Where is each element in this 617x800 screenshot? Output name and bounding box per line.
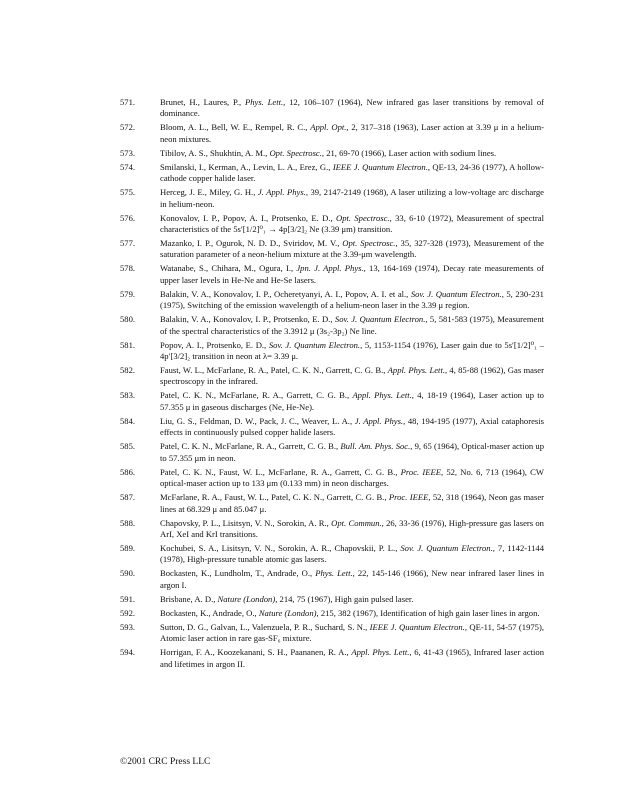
reference-authors: Faust, W. L., McFarlane, R. A., Patel, C. K. N., Garrett, C. G. B., bbox=[160, 365, 388, 376]
reference-number: 593. bbox=[120, 621, 136, 632]
reference-number: 589. bbox=[120, 542, 136, 553]
reference-entry bbox=[120, 622, 544, 645]
reference-text bbox=[160, 492, 544, 513]
reference-journal: Appl. Phys. Lett. bbox=[351, 647, 410, 658]
reference-text bbox=[160, 608, 540, 618]
reference-journal: J. Appl. Phys. bbox=[354, 415, 404, 426]
reference-text bbox=[160, 467, 544, 488]
reference-details: , 21, 69-70 (1966), Laser action with sodium lines. bbox=[321, 147, 497, 158]
reference-entry bbox=[120, 238, 544, 261]
reference-number: 580. bbox=[120, 314, 136, 325]
reference-number: 588. bbox=[120, 517, 136, 528]
reference-text bbox=[160, 622, 544, 643]
reference-details: , 4, 85-88 (1962), Gas maser spectroscopy in the infrared. bbox=[160, 365, 544, 387]
reference-details: , 35, 327-328 (1973), Measurement of the saturation parameter of a neon-helium mixture at the 3.39-μm wavelength. bbox=[160, 238, 544, 260]
reference-authors: Bloom, A. L., Bell, W. E., Rempel, R. C., bbox=[160, 122, 311, 133]
reference-text bbox=[160, 365, 544, 386]
reference-details: , 52, 318 (1964), Neon gas maser lines at 68.329 μ and 85.047 μ. bbox=[160, 492, 544, 514]
reference-entry bbox=[120, 314, 544, 337]
reference-journal: Opt. Spectrosc. bbox=[335, 212, 390, 223]
reference-text bbox=[160, 314, 544, 335]
reference-number: 575. bbox=[120, 187, 136, 198]
reference-details: , 215, 382 (1967), Identification of high gain laser lines in argon. bbox=[316, 607, 540, 618]
reference-number: 585. bbox=[120, 441, 136, 452]
reference-number: 582. bbox=[120, 365, 136, 376]
reference-authors: Balakin, V. A., Konovalov, I. P., Protsenko, E. D., bbox=[160, 314, 335, 325]
reference-journal: Opt. Spectrosc. bbox=[342, 238, 396, 249]
reference-authors: Kochubei, S. A., Lisitsyn, V. N., Sorokin, A. R., Chapovskii, P. L., bbox=[160, 542, 401, 553]
reference-details: , 13, 164-169 (1974), Decay rate measurements of upper laser levels in He-Ne and He-Se lasers. bbox=[160, 263, 544, 285]
reference-text bbox=[160, 238, 544, 259]
reference-entry bbox=[120, 263, 544, 286]
reference-authors: Herceg, J. E., Miley, G. H., bbox=[160, 187, 258, 198]
reference-number: 586. bbox=[120, 466, 136, 477]
reference-entry bbox=[120, 594, 544, 605]
reference-entry bbox=[120, 441, 544, 464]
reference-details: , 12, 106–107 (1964), New infrared gas laser transitions by removal of dominance. bbox=[160, 97, 544, 119]
reference-authors: Patel, C. K. N., McFarlane, R. A., Garrett, C. G. B., bbox=[160, 441, 341, 452]
reference-authors: Smilanski, I., Kerman, A., Levin, L. A., Erez, G., bbox=[160, 161, 333, 172]
reference-entry bbox=[120, 608, 544, 619]
reference-entry bbox=[120, 518, 544, 541]
reference-details: , 5, 581-583 (1975), Measurement of the spectral characteristics of the 3.3912 μ (3s₂-3p₂) Ne line. bbox=[160, 314, 545, 336]
reference-authors: Brunet, H., Laures, P., bbox=[160, 97, 245, 107]
reference-journal: Phys. Lett. bbox=[244, 97, 284, 107]
reference-details: , 2, 317–318 (1963), Laser action at 3.39 μ in a helium-neon mixtures. bbox=[160, 122, 544, 144]
reference-authors: Horrigan, F. A., Koozekanani, S. H., Paananen, R. A., bbox=[160, 647, 352, 658]
reference-entry bbox=[120, 213, 544, 236]
reference-authors: Liu, G. S., Feldman, D. W., Pack, J. C., Weaver, L. A., bbox=[160, 415, 355, 426]
reference-entry bbox=[120, 467, 544, 490]
reference-details: , 22, 145-146 (1966), New near infrared laser lines in argon I. bbox=[160, 568, 544, 590]
reference-journal: Sov. J. Quantum Electron. bbox=[410, 288, 502, 299]
reference-text bbox=[160, 97, 544, 118]
reference-authors: Mazanko, I. P., Ogurok, N. D. D., Sviridov, M. V., bbox=[160, 238, 343, 249]
reference-entry bbox=[120, 122, 544, 145]
reference-journal: Appl. Phys. Lett. bbox=[387, 365, 445, 376]
reference-details: , 5, 230-231 (1975), Switching of the emission wavelength of a helium-neon laser in the 3.39 μ region. bbox=[160, 288, 544, 311]
reference-number: 578. bbox=[120, 263, 136, 274]
reference-number: 573. bbox=[120, 147, 136, 158]
reference-details: , 33, 6-10 (1972), Measurement of spectral characteristics of the 5s′[1/2]⁰₁ → 4p[3/2]₂ Ne (3.39 μm) transition. bbox=[160, 212, 544, 235]
reference-text bbox=[160, 340, 544, 361]
reference-authors: Konovalov, I. P., Popov, A. I., Protsenko, E. D., bbox=[160, 212, 336, 223]
reference-text bbox=[160, 518, 544, 539]
reference-authors: Chapovsky, P. L., Lisitsyn, V. N., Sorokin, A. R., bbox=[160, 517, 332, 528]
reference-authors: Bockasten, K., Andrade, O., bbox=[160, 607, 259, 618]
reference-number: 587. bbox=[120, 492, 136, 503]
reference-authors: McFarlane, R. A., Faust, W. L., Patel, C. K. N., Garrett, C. G. B., bbox=[160, 492, 389, 503]
reference-details: , 7, 1142-1144 (1978), High-pressure tunable atomic gas lasers. bbox=[160, 542, 544, 565]
reference-entry bbox=[120, 162, 544, 185]
reference-number: 577. bbox=[120, 238, 136, 249]
reference-number: 571. bbox=[120, 97, 136, 107]
reference-details: , 5, 1153-1154 (1976), Laser gain due to 5s′[1/2]⁰₁ – 4p′[3/2]₂ transition in neon at λ= 3.39 μ. bbox=[160, 339, 544, 362]
reference-journal: Sov. J. Quantum Electron. bbox=[268, 339, 361, 350]
reference-entry bbox=[120, 492, 544, 515]
reference-entry bbox=[120, 543, 544, 566]
reference-journal: Appl. Phys. Lett. bbox=[352, 390, 412, 401]
reference-details: , 26, 33-36 (1976), High-pressure gas lasers on ArI, XeI and KrI transitions. bbox=[160, 517, 544, 539]
reference-journal: Nature (London) bbox=[258, 607, 317, 618]
reference-number: 594. bbox=[120, 647, 136, 658]
reference-text bbox=[160, 162, 544, 183]
reference-text bbox=[160, 289, 544, 310]
reference-number: 581. bbox=[120, 339, 136, 350]
reference-details: , 6, 41-43 (1965), Infrared laser action and lifetimes in argon II. bbox=[160, 647, 544, 669]
reference-number: 583. bbox=[120, 390, 136, 401]
reference-details: , 214, 75 (1967), High gain pulsed laser. bbox=[275, 593, 414, 604]
reference-entry bbox=[120, 148, 544, 159]
reference-text bbox=[160, 390, 544, 411]
reference-text bbox=[160, 568, 544, 589]
reference-text bbox=[160, 647, 544, 668]
reference-entry bbox=[120, 97, 544, 120]
reference-text bbox=[160, 122, 544, 143]
reference-entry bbox=[120, 416, 544, 439]
reference-entry bbox=[120, 365, 544, 388]
reference-entry bbox=[120, 187, 544, 210]
reference-journal: Proc. IEEE bbox=[400, 466, 441, 477]
reference-details: , 4, 18-19 (1964), Laser action up to 57.355 μ in gaseous discharges (Ne, He-Ne). bbox=[160, 390, 544, 412]
reference-journal: Phys. Lett. bbox=[315, 568, 353, 579]
reference-authors: Watanabe, S., Chihara, M., Ogura, I., bbox=[160, 263, 297, 274]
reference-journal: Nature (London) bbox=[217, 593, 276, 604]
reference-number: 584. bbox=[120, 415, 136, 426]
reference-text bbox=[160, 543, 544, 564]
reference-journal: Proc. IEEE bbox=[388, 492, 429, 503]
reference-details: , 52, No. 6, 713 (1964), CW optical-maser action up to 133 μm (0.133 mm) in neon discharges. bbox=[160, 466, 545, 489]
reference-number: 579. bbox=[120, 288, 136, 299]
reference-entry bbox=[120, 289, 544, 312]
reference-authors: Tibilov, A. S., Shukhtin, A. M., bbox=[160, 147, 270, 158]
reference-entry bbox=[120, 390, 544, 413]
reference-authors: Bockasten, K., Lundholm, T., Andrade, O., bbox=[160, 568, 316, 579]
reference-journal: Appl. Opt. bbox=[310, 122, 347, 133]
reference-authors: Sutton, D. G., Galvan, L., Valenzuela, P. R., Suchard, S. N., bbox=[160, 621, 370, 632]
reference-text bbox=[160, 416, 544, 437]
reference-journal: Bull. Am. Phys. Soc. bbox=[340, 441, 411, 452]
reference-journal: Opt. Spectrosc. bbox=[269, 147, 322, 158]
reference-number: 590. bbox=[120, 568, 136, 579]
reference-text bbox=[160, 441, 544, 462]
reference-authors: Brisbane, A. D., bbox=[160, 593, 218, 604]
reference-details: , QE-11, 54-57 (1975), Atomic laser action in rare gas-SF₆ mixture. bbox=[160, 621, 544, 644]
reference-details: , 39, 2147-2149 (1968), A laser utilizing a low-voltage arc discharge in helium-neon. bbox=[160, 187, 545, 209]
reference-journal: Sov. J. Quantum Electron. bbox=[400, 542, 493, 553]
reference-number: 572. bbox=[120, 122, 136, 133]
reference-journal: Jpn. J. Appl. Phys. bbox=[296, 263, 364, 274]
reference-journal: J. Appl. Phys. bbox=[257, 187, 306, 198]
reference-journal: IEEE J. Quantum Electron. bbox=[369, 621, 465, 632]
copyright-footer: ©2001 CRC Press LLC bbox=[120, 757, 211, 767]
reference-authors: Popov, A. I., Protsenko, E. D., bbox=[160, 339, 269, 350]
reference-details: , 48, 194-195 (1977), Axial cataphoresis effects in continuously pulsed copper halide lasers. bbox=[160, 415, 544, 438]
reference-number: 576. bbox=[120, 212, 136, 223]
reference-authors: Patel, C. K. N., Faust, W. L., McFarlane, R. A., Garrett, C. G. B., bbox=[160, 466, 401, 477]
reference-details: , QE-13, 24-36 (1977), A hollow-cathode copper halide laser. bbox=[160, 161, 545, 184]
reference-number: 574. bbox=[120, 161, 136, 172]
reference-text bbox=[160, 213, 544, 234]
reference-number: 591. bbox=[120, 593, 136, 604]
reference-authors: Balakin, V. A., Konovalov, I. P., Ocheretyanyi, A. I., Popov, A. I. et al., bbox=[160, 288, 411, 299]
reference-details: , 9, 65 (1964), Optical-maser action up to 57.355 μm in neon. bbox=[160, 441, 544, 463]
reference-journal: Opt. Commun. bbox=[331, 517, 382, 528]
reference-authors: Patel, C. K. N., McFarlane, R. A., Garrett, C. G. B., bbox=[160, 390, 353, 401]
reference-number: 592. bbox=[120, 607, 136, 618]
reference-entry bbox=[120, 340, 544, 363]
reference-journal: Sov. J. Quantum Electron. bbox=[334, 314, 426, 325]
reference-text bbox=[160, 263, 544, 284]
reference-text bbox=[160, 594, 413, 604]
reference-text bbox=[160, 148, 496, 158]
reference-journal: IEEE J. Quantum Electron. bbox=[332, 161, 428, 172]
reference-entry bbox=[120, 647, 544, 670]
reference-entry bbox=[120, 568, 544, 591]
reference-text bbox=[160, 187, 544, 208]
reference-list bbox=[120, 97, 544, 673]
